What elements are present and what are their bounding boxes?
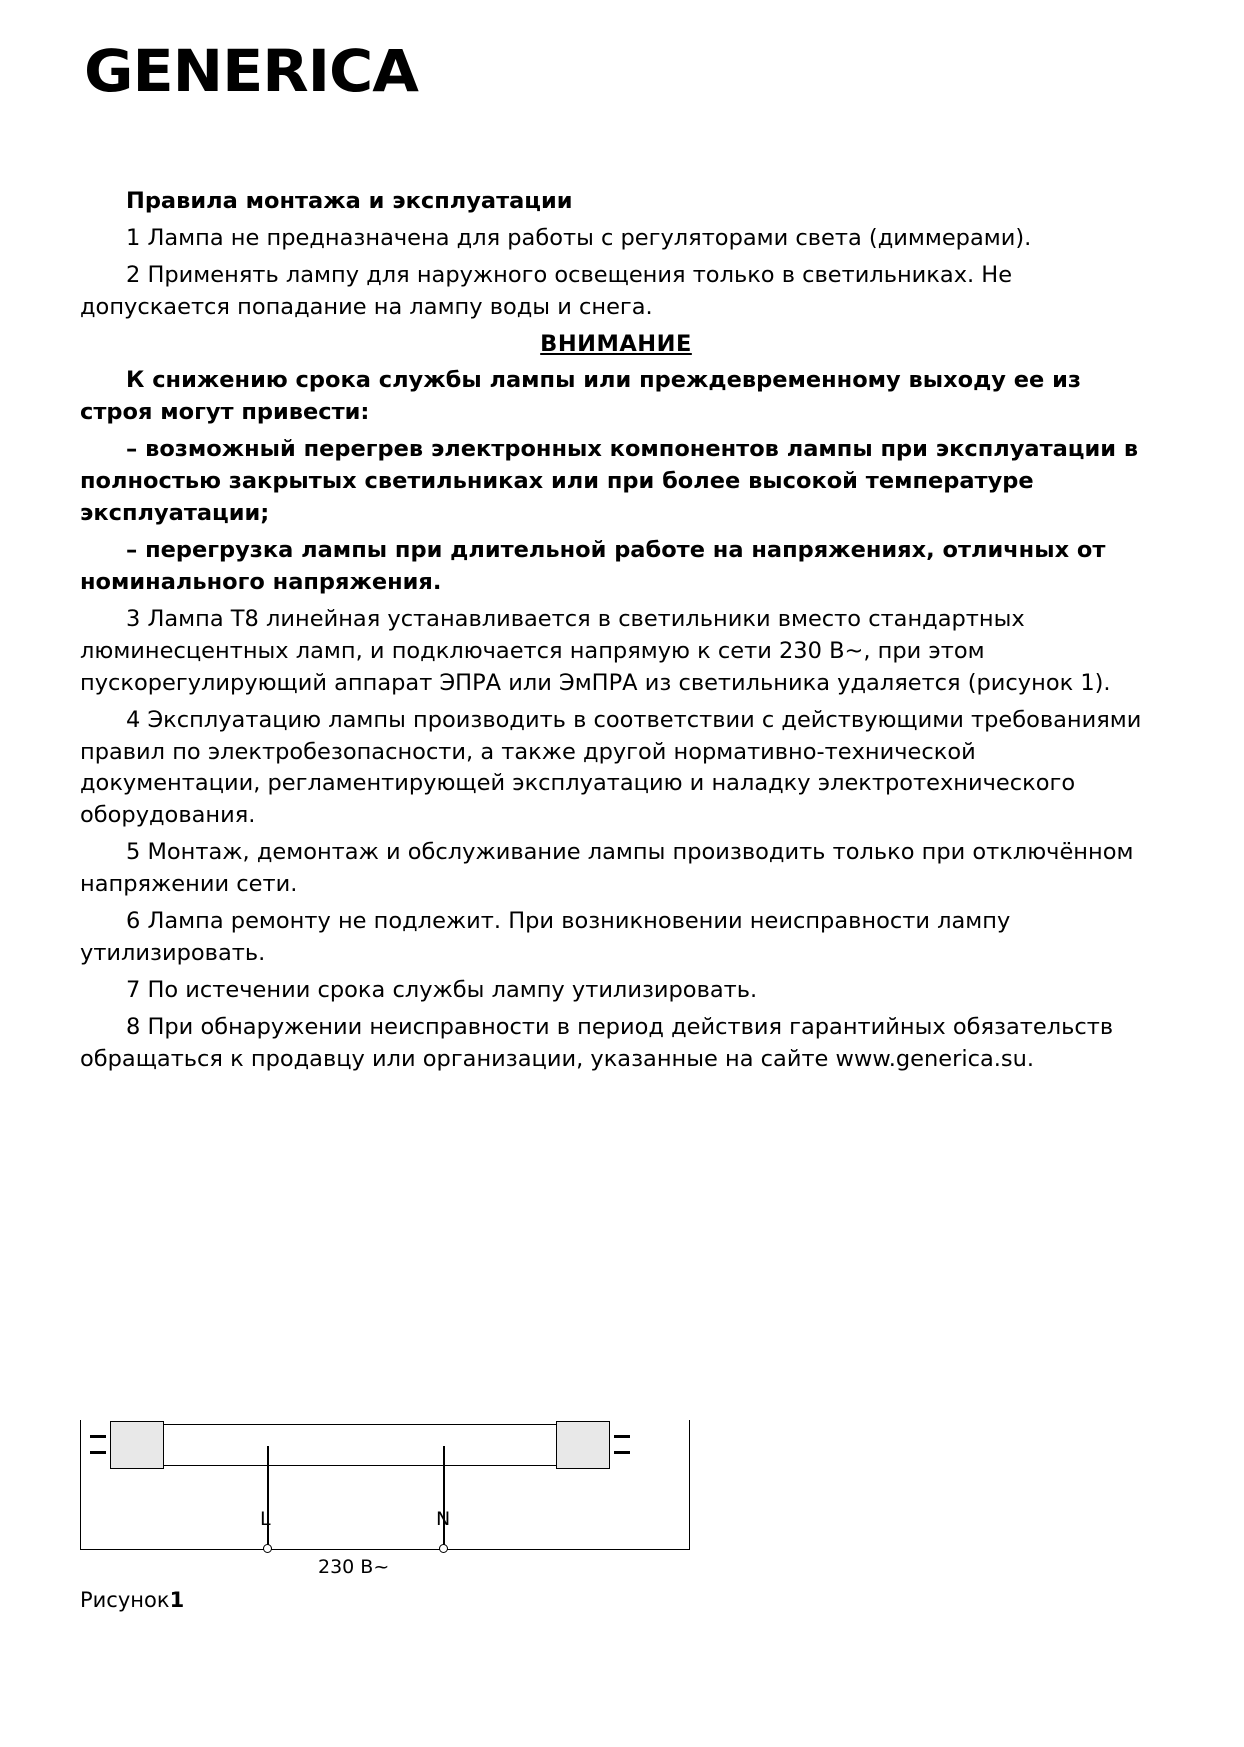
attention-bullet-2: – перегрузка лампы при длительной работе на напряжениях, отличных от номинального напряжения. <box>80 537 1106 595</box>
wire-right-vertical <box>443 1446 445 1547</box>
rule-item-3: 3 Лампа Т8 линейная устанавливается в светильники вместо стандартных люминесцентных ламп, и подключается напрямую к сети 230 В~, при этом пускорегулирующий аппарат ЭПРА или ЭмПРА из светильника удаляется (рисунок 1). <box>80 605 1111 696</box>
attention-lead: К снижению срока службы лампы или преждевременному выходу ее из строя могут привести: <box>80 367 1081 426</box>
rule-item-1: 1 Лампа не предназначена для работы с регуляторами света (диммерами). <box>126 224 1032 251</box>
figure-caption-text: Рисунок <box>80 1588 170 1612</box>
tube-cap-left <box>110 1421 164 1469</box>
figure-caption <box>80 1588 184 1612</box>
attention-bullet-1: – возможный перегрев электронных компонентов лампы при эксплуатации в полностью закрытых светильниках или при более высокой температуре эксплуатации; <box>80 436 1139 527</box>
wire-left-vertical <box>267 1446 269 1547</box>
pin-left-1 <box>90 1435 106 1438</box>
wiring-figure <box>80 1420 760 1620</box>
rule-item-8: 8 При обнаружении неисправности в период действия гарантийных обязательств обращаться к продавцу или организации, указанные на сайте www.generica.su. <box>80 1013 1114 1072</box>
pin-right-2 <box>614 1451 630 1454</box>
label-n: N <box>436 1508 451 1530</box>
tube-body <box>162 1424 558 1466</box>
figure-caption-number: 1 <box>169 1588 185 1612</box>
rule-item-5: 5 Монтаж, демонтаж и обслуживание лампы производить только при отключённом напряжении сети. <box>80 839 1134 898</box>
pin-left-2 <box>90 1451 106 1454</box>
brand-logo: GENERICA <box>84 37 418 105</box>
terminal-n <box>439 1544 448 1553</box>
lamp-tube-icon <box>110 1421 610 1471</box>
tube-cap-right <box>556 1421 610 1469</box>
rule-item-2: 2 Применять лампу для наружного освещения только в светильниках. Не допускается попадание на лампу воды и снега. <box>80 261 1013 320</box>
attention-title: ВНИМАНИЕ <box>540 330 692 357</box>
rule-item-6: 6 Лампа ремонту не подлежит. При возникновении неисправности лампу утилизировать. <box>80 908 1011 966</box>
terminal-l <box>263 1544 272 1553</box>
rule-item-7: 7 По истечении срока службы лампу утилизировать. <box>126 976 758 1003</box>
section-heading: Правила монтажа и эксплуатации <box>126 188 573 214</box>
pin-right-1 <box>614 1435 630 1438</box>
rule-item-4: 4 Эксплуатацию лампы производить в соответствии с действующими требованиями правил по электробезопасности, а также другой нормативно-технической документации, регламентирующей эксплуатацию и наладку электротехнического оборудования. <box>80 706 1142 829</box>
label-l: L <box>260 1508 271 1530</box>
document-body <box>80 186 1152 1081</box>
voltage-label: 230 В~ <box>318 1556 390 1578</box>
